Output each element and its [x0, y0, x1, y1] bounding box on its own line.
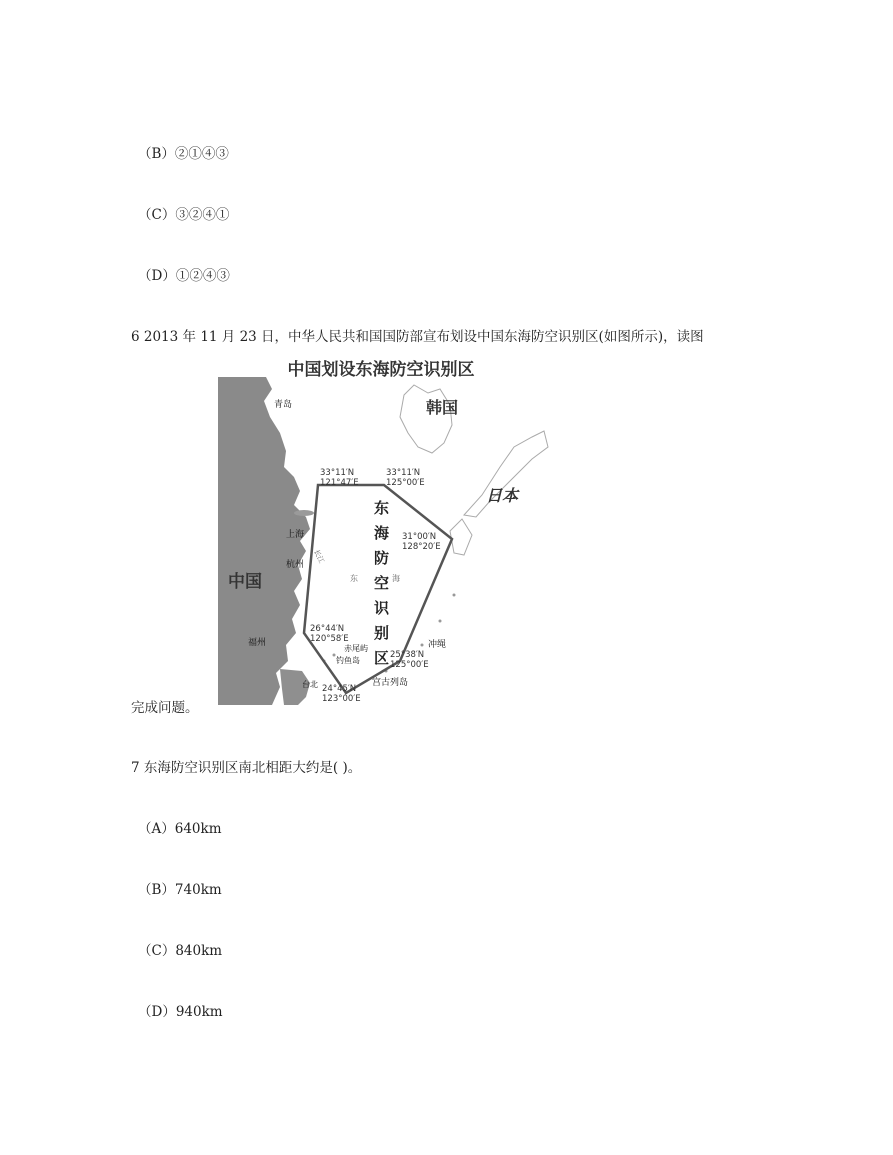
- coord-ne-lat: 33°11′N: [386, 468, 421, 478]
- label-river: 长江: [312, 548, 326, 565]
- label-shanghai: 上海: [286, 530, 305, 540]
- q7-option-d: （D）940km: [138, 1004, 223, 1020]
- label-taibei: 台北: [302, 680, 318, 689]
- q5-option-d: （D）①②④③: [138, 268, 230, 284]
- label-diaoyu: 钓鱼岛: [336, 656, 360, 665]
- label-korea: 韩国: [426, 398, 459, 417]
- label-japan: 日本: [486, 486, 519, 505]
- east-china-sea-adiz-map: [214, 355, 549, 705]
- coord-nw-lon: 121°47′E: [320, 478, 359, 488]
- q6-stem: 6 2013 年 11 月 23 日，中华人民共和国国防部宣布划设中国东海防空识别区(如图所示)，读图: [131, 329, 704, 345]
- q7-stem: 7 东海防空识别区南北相距大约是( )。: [131, 760, 362, 776]
- label-chiwei: 赤尾屿: [344, 644, 368, 653]
- coord-s-lat: 24°45′N: [322, 684, 357, 694]
- coord-nw-lat: 33°11′N: [320, 468, 355, 478]
- coord-sw-lon: 120°58′E: [310, 634, 349, 644]
- coord-se-lon: 125°00′E: [390, 660, 429, 670]
- q5-option-c: （C）③②④①: [138, 207, 230, 223]
- coord-s-lon: 123°00′E: [322, 694, 361, 704]
- label-china: 中国: [228, 572, 262, 592]
- map-title: 中国划设东海防空识别区: [287, 360, 475, 380]
- coord-e-lon: 128°20′E: [402, 542, 441, 552]
- q7-option-a: （A）640km: [138, 821, 222, 837]
- label-sea-right: 海: [392, 574, 400, 583]
- label-okinawa: 冲绳: [428, 640, 447, 650]
- q5-option-b: （B）②①④③: [138, 146, 229, 162]
- adiz-label: 东 海 防 空 识 别 区: [374, 499, 390, 667]
- q7-option-b: （B）740km: [138, 882, 222, 898]
- q7-option-c: （C）840km: [138, 943, 223, 959]
- label-qingdao: 青岛: [274, 400, 293, 410]
- q6-stem-continued: 完成问题。: [131, 700, 199, 716]
- coord-e-lat: 31°00′N: [402, 532, 437, 542]
- coord-se-lat: 25°38′N: [390, 650, 425, 660]
- coord-ne-lon: 125°00′E: [386, 478, 425, 488]
- label-hangzhou: 杭州: [286, 560, 305, 570]
- label-miyako: 宫古列岛: [372, 678, 409, 688]
- label-sea-left: 东: [350, 574, 358, 583]
- label-fuzhou: 福州: [248, 638, 267, 648]
- coord-sw-lat: 26°44′N: [310, 624, 345, 634]
